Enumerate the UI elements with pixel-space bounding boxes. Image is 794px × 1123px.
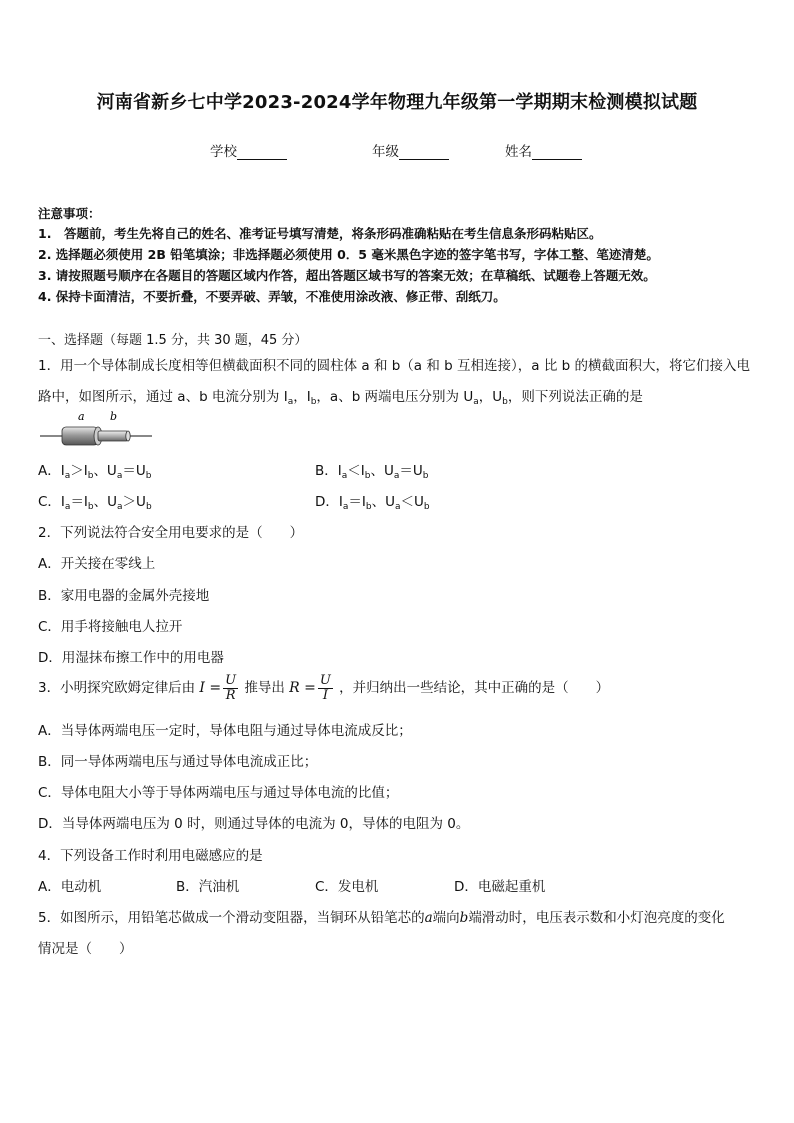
q4-option-a[interactable]: A．电动机 <box>38 879 102 895</box>
note-item-2: 2. 选择题必须使用 2B 铅笔填涂；非选择题必须使用 0．5 毫米黑色字迹的签字笔书写，字体工整、笔迹清楚。 <box>38 247 659 262</box>
label-a: a <box>78 410 85 423</box>
cylinder-a <box>62 427 98 445</box>
q3-option-a[interactable]: A．当导体两端电压一定时，导体电阻与通过导体电流成反比； <box>38 723 412 739</box>
formula-ohm-r: R = <box>289 680 316 696</box>
grade-blank[interactable] <box>399 145 449 160</box>
name-label: 姓名 <box>505 144 532 160</box>
name-blank[interactable] <box>532 145 582 160</box>
name-field <box>505 140 582 160</box>
q2-option-c[interactable]: C．用手将接触电人拉开 <box>38 619 183 635</box>
label-b: b <box>110 410 118 423</box>
q2-option-b[interactable]: B．家用电器的金属外壳接地 <box>38 588 210 604</box>
q4-option-d[interactable]: D．电磁起重机 <box>454 879 546 895</box>
school-field <box>210 140 287 160</box>
notes-heading: 注意事项： <box>38 206 101 221</box>
page-title: 河南省新乡七中学2023-2024学年物理九年级第一学期期末检测模拟试题 <box>96 92 698 113</box>
q2-option-d[interactable]: D．用湿抹布擦工作中的用电器 <box>38 650 224 666</box>
q1-line2: 路中，如图所示，通过 a、b 电流分别为 $I_a$，$I_b$，a、b 两端电压分别为 $U_a$，$U_b$，则下列说法正确的是 <box>38 389 643 407</box>
q2-option-a[interactable]: A．开关接在零线上 <box>38 556 156 572</box>
q2-stem: 2．下列说法符合安全用电要求的是（ ） <box>38 525 304 541</box>
note-item-1: 1. 答题前，考生先将自己的姓名、准考证号填写清楚，将条形码准确粘贴在考生信息条形码粘贴区。 <box>38 226 602 241</box>
q3-stem: 3．小明探究欧姆定律后由 I = $\frac{U}{R}$ 推导出 R = $\frac{U}{I}$ ，并归纳出一些结论，其中正确的是（ ） <box>38 672 610 703</box>
cylinder-b-end <box>126 431 130 441</box>
section-heading: 一、选择题（每题 1.5 分，共 30 题，45 分） <box>38 333 308 348</box>
q1-option-b[interactable]: B．$I_a<I_b$、$U_a=U_b$ <box>315 463 429 481</box>
q3-option-c[interactable]: C．导体电阻大小等于导体两端电压与通过导体电流的比值； <box>38 785 399 801</box>
q1-option-a[interactable]: A．$I_a>I_b$、$U_a=U_b$ <box>38 463 152 481</box>
q4-option-c[interactable]: C．发电机 <box>315 879 379 895</box>
q1-option-d[interactable]: D．$I_a=I_b$、$U_a<U_b$ <box>315 494 430 512</box>
grade-field <box>372 140 449 160</box>
formula-ohm-i: I = <box>199 680 222 696</box>
q3-option-d[interactable]: D．当导体两端电压为 0 时，则通过导体的电流为 0，导体的电阻为 0。 <box>38 816 470 832</box>
conductor-figure <box>38 410 158 452</box>
fraction-u-over-i: $\frac{U}{I}$ <box>319 672 331 703</box>
q1-line1: 1．用一个导体制成长度相等但横截面积不同的圆柱体 a 和 b（a 和 b 互相连接），a 比 b 的横截面积大，将它们接入电 <box>38 358 750 374</box>
q5-line1: 5．如图所示，用铅笔芯做成一个滑动变阻器，当铜环从铅笔芯的a端向b端滑动时，电压表示数和小灯泡亮度的变化 <box>38 910 725 926</box>
note-item-3: 3. 请按照题号顺序在各题目的答题区域内作答，超出答题区域书写的答案无效；在草稿纸、试题卷上答题无效。 <box>38 268 656 283</box>
grade-label: 年级 <box>372 144 399 160</box>
cylinder-b <box>98 431 128 441</box>
fraction-u-over-r: $\frac{U}{R}$ <box>225 672 237 703</box>
school-blank[interactable] <box>237 145 287 160</box>
q4-stem: 4．下列设备工作时利用电磁感应的是 <box>38 848 263 864</box>
q1-option-c[interactable]: C．$I_a=I_b$、$U_a>U_b$ <box>38 494 152 512</box>
note-item-4: 4. 保持卡面清洁，不要折叠，不要弄破、弄皱，不准使用涂改液、修正带、刮纸刀。 <box>38 289 506 304</box>
school-label: 学校 <box>210 144 237 160</box>
q5-line2: 情况是（ ） <box>38 941 133 957</box>
q4-option-b[interactable]: B．汽油机 <box>176 879 240 895</box>
q3-option-b[interactable]: B．同一导体两端电压与通过导体电流成正比； <box>38 754 318 770</box>
